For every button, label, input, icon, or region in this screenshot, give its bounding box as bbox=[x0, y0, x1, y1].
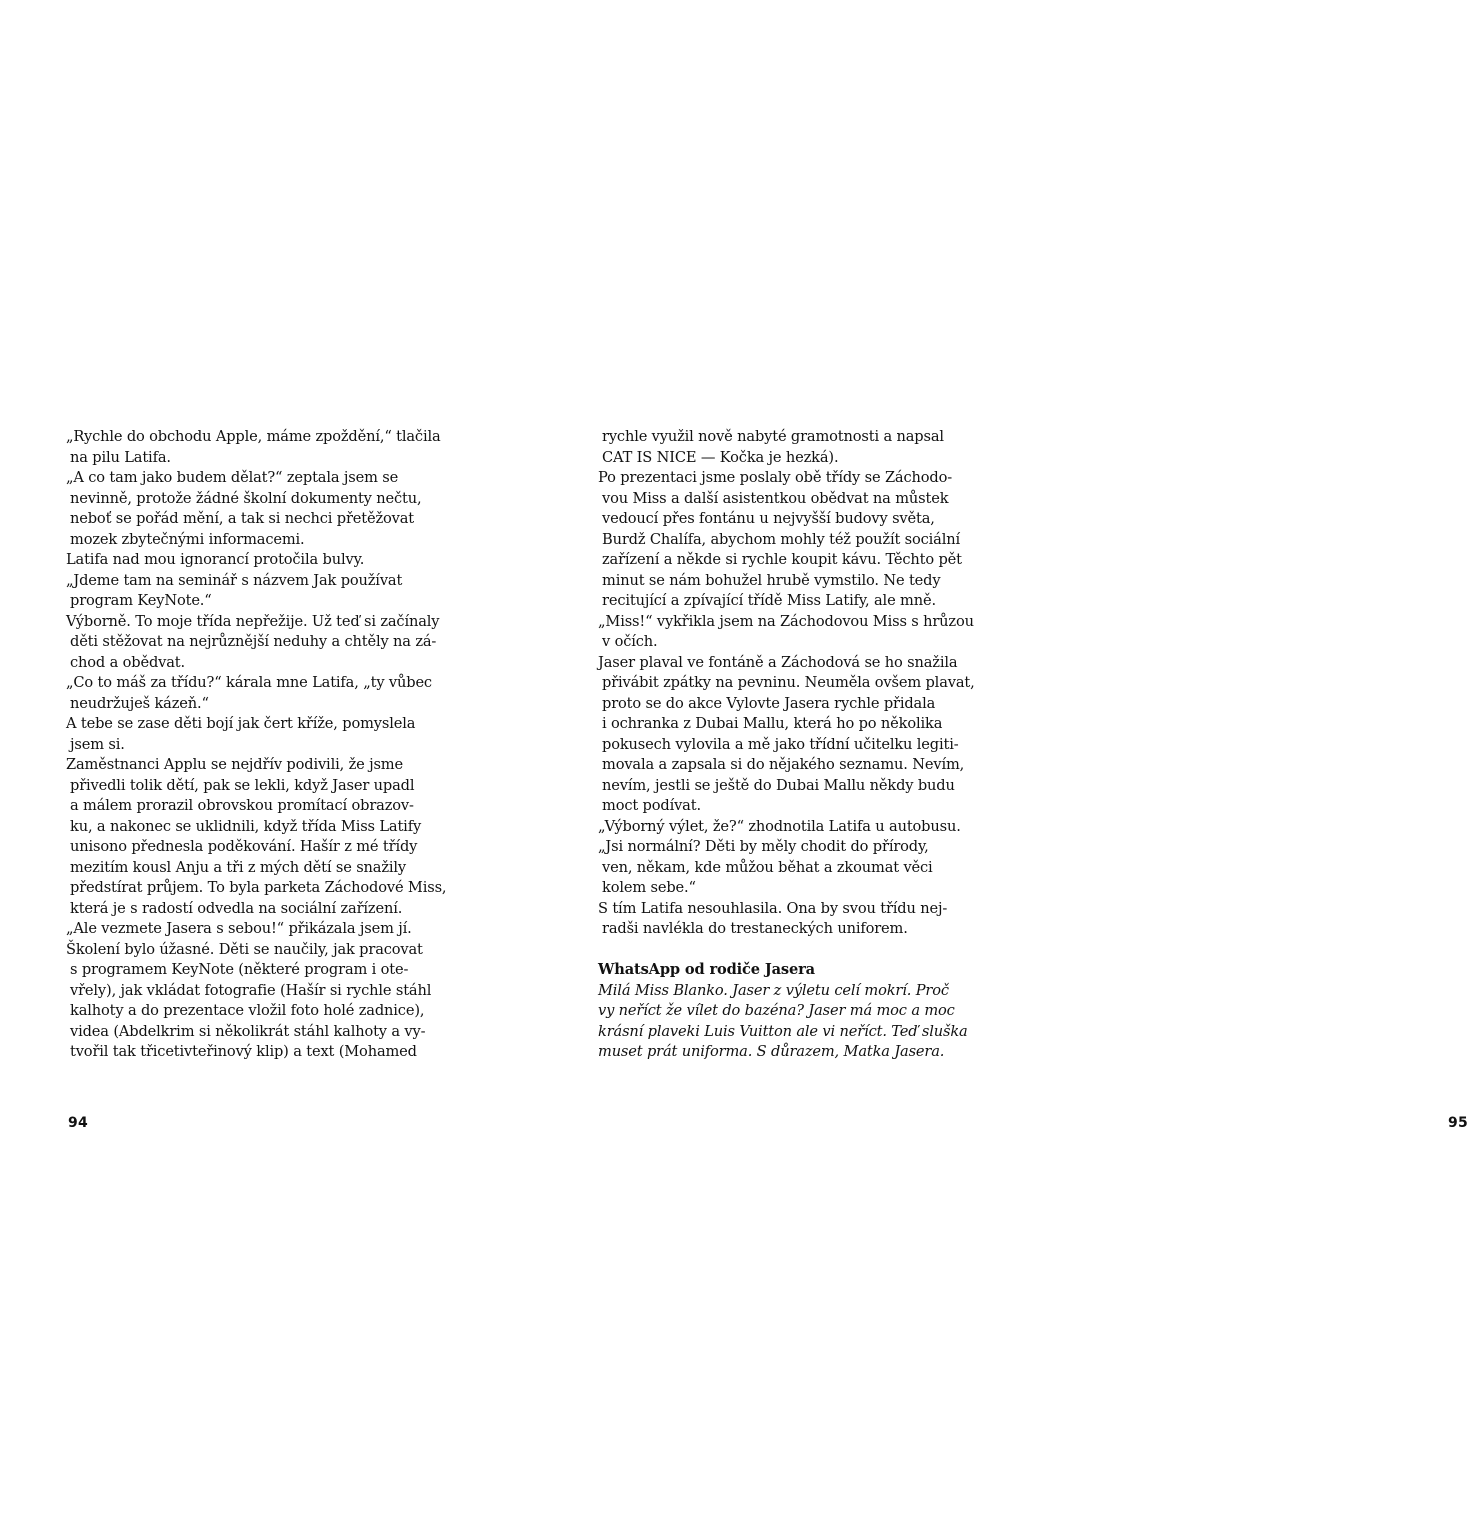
text-line: s programem KeyNote (některé program i ote- bbox=[70, 961, 409, 978]
message-line: vy neříct že vílet do bazéna? Jaser má moc a moc bbox=[598, 1002, 955, 1019]
text-line: neudržuješ kázeň.“ bbox=[70, 694, 209, 712]
message-line: krásní plaveki Luis Vuitton ale vi neříct. Teď sluška bbox=[598, 1022, 968, 1040]
right-page bbox=[512, 0, 1468, 1536]
text-line: chod a obědvat. bbox=[70, 653, 185, 671]
section-heading: WhatsApp od rodiče Jasera bbox=[598, 961, 815, 978]
left-page bbox=[0, 0, 512, 1536]
text-line: tvořil tak třicetivteřinový klip) a text (Mohamed bbox=[70, 1043, 417, 1060]
text-line: proto se do akce Vylovte Jasera rychle přidala bbox=[602, 694, 936, 712]
text-line: vřely), jak vkládat fotografie (Hašír si rychle stáhl bbox=[70, 981, 432, 999]
text-line: mozek zbytečnými informacemi. bbox=[70, 530, 305, 548]
text-line: moct podívat. bbox=[602, 797, 701, 814]
text-line: a málem prorazil obrovskou promítací obrazov- bbox=[70, 797, 414, 814]
text-line: Po prezentaci jsme poslaly obě třídy se Záchodo- bbox=[598, 469, 953, 486]
text-line: program KeyNote.“ bbox=[70, 592, 212, 609]
text-line: movala a zapsala si do nějakého seznamu. Nevím, bbox=[602, 756, 965, 773]
text-line: mezitím kousl Anju a tři z mých dětí se snažily bbox=[70, 858, 406, 876]
text-line: „Miss!“ vykřikla jsem na Záchodovou Miss s hrůzou bbox=[598, 612, 974, 630]
text-line: S tím Latifa nesouhlasila. Ona by svou třídu nej- bbox=[598, 899, 948, 917]
text-line: Výborně. To moje třída nepřežije. Už teď si začínaly bbox=[66, 612, 440, 630]
text-line: kolem sebe.“ bbox=[602, 879, 696, 896]
text-line: vou Miss a další asistentkou obědvat na můstek bbox=[602, 489, 949, 507]
text-line: zařízení a někde si rychle koupit kávu. Těchto pět bbox=[602, 551, 962, 568]
text-line: „Ale vezmete Jasera s sebou!“ přikázala jsem jí. bbox=[66, 920, 412, 937]
message-line: Milá Miss Blanko. Jaser z výletu celí mokrí. Proč bbox=[598, 981, 949, 999]
text-line: CAT IS NICE — Kočka je hezká). bbox=[602, 448, 839, 466]
section-gap bbox=[598, 940, 978, 961]
text-line: v očích. bbox=[602, 633, 658, 650]
text-line: Latifa nad mou ignorancí protočila bulvy. bbox=[66, 551, 365, 568]
text-line: Školení bylo úžasné. Děti se naučily, jak pracovat bbox=[66, 940, 423, 958]
text-line: rychle využil nově nabyté gramotnosti a napsal bbox=[602, 428, 944, 445]
text-line: děti stěžovat na nejrůznější neduhy a chtěly na zá- bbox=[70, 633, 437, 650]
text-line: i ochranka z Dubai Mallu, která ho po několika bbox=[602, 715, 943, 732]
text-line: předstírat průjem. To byla parketa Záchodové Miss, bbox=[70, 879, 447, 896]
text-line: ku, a nakonec se uklidnili, když třída Miss Latify bbox=[70, 817, 422, 835]
text-line: na pilu Latifa. bbox=[70, 448, 171, 466]
text-line: přivábit zpátky na pevninu. Neuměla ovšem plavat, bbox=[602, 674, 975, 691]
text-line: neboť se pořád mění, a tak si nechci přetěžovat bbox=[70, 510, 414, 527]
text-line: která je s radostí odvedla na sociální zařízení. bbox=[70, 899, 403, 917]
right-page-number: 95 bbox=[1448, 1115, 1468, 1131]
text-line: nevinně, protože žádné školní dokumenty nečtu, bbox=[70, 489, 422, 507]
text-line: nevím, jestli se ještě do Dubai Mallu někdy budu bbox=[602, 776, 955, 794]
text-line: přivedli tolik dětí, pak se lekli, když Jaser upadl bbox=[70, 776, 415, 794]
text-line: jsem si. bbox=[70, 735, 125, 753]
text-line: „Jsi normální? Děti by měly chodit do přírody, bbox=[598, 838, 929, 855]
text-line: Jaser plaval ve fontáně a Záchodová se ho snažila bbox=[598, 653, 958, 671]
text-line: „Co to máš za třídu?“ kárala mne Latifa, „ty vůbec bbox=[66, 674, 432, 691]
text-line: A tebe se zase děti bojí jak čert kříže, pomyslela bbox=[66, 715, 416, 732]
text-line: ven, někam, kde můžou běhat a zkoumat věci bbox=[602, 858, 933, 876]
left-page-number: 94 bbox=[68, 1115, 89, 1131]
text-line: Zaměstnanci Applu se nejdřív podivili, že jsme bbox=[66, 756, 403, 773]
text-line: „Rychle do obchodu Apple, máme zpoždění,“ tlačila bbox=[66, 428, 441, 445]
whatsapp-message bbox=[598, 981, 978, 1063]
text-line: recitující a zpívající třídě Miss Latify, ale mně. bbox=[602, 592, 936, 609]
text-line: „A co tam jako budem dělat?“ zeptala jsem se bbox=[66, 469, 399, 486]
text-line: pokusech vylovila a mě jako třídní učitelku legiti- bbox=[602, 735, 959, 753]
text-line: Burdž Chalífa, abychom mohly též použít sociální bbox=[602, 530, 961, 548]
right-page-text bbox=[598, 427, 978, 1063]
text-line: unisono přednesla poděkování. Hašír z mé třídy bbox=[70, 838, 418, 855]
left-page-text bbox=[66, 427, 446, 1063]
text-line: „Výborný výlet, že?“ zhodnotila Latifa u autobusu. bbox=[598, 817, 961, 835]
text-line: videa (Abdelkrim si několikrát stáhl kalhoty a vy- bbox=[70, 1022, 426, 1040]
text-line: „Jdeme tam na seminář s názvem Jak používat bbox=[66, 571, 403, 589]
text-line: kalhoty a do prezentace vložil foto holé zadnice), bbox=[70, 1002, 425, 1019]
text-line: minut se nám bohužel hrubě vymstilo. Ne tedy bbox=[602, 571, 941, 589]
right-page-body bbox=[598, 427, 978, 940]
message-line: muset prát uniforma. S důrazem, Matka Jasera. bbox=[598, 1043, 945, 1060]
text-line: vedoucí přes fontánu u nejvyšší budovy světa, bbox=[602, 510, 935, 527]
text-line: radši navlékla do trestaneckých uniforem. bbox=[602, 920, 908, 937]
